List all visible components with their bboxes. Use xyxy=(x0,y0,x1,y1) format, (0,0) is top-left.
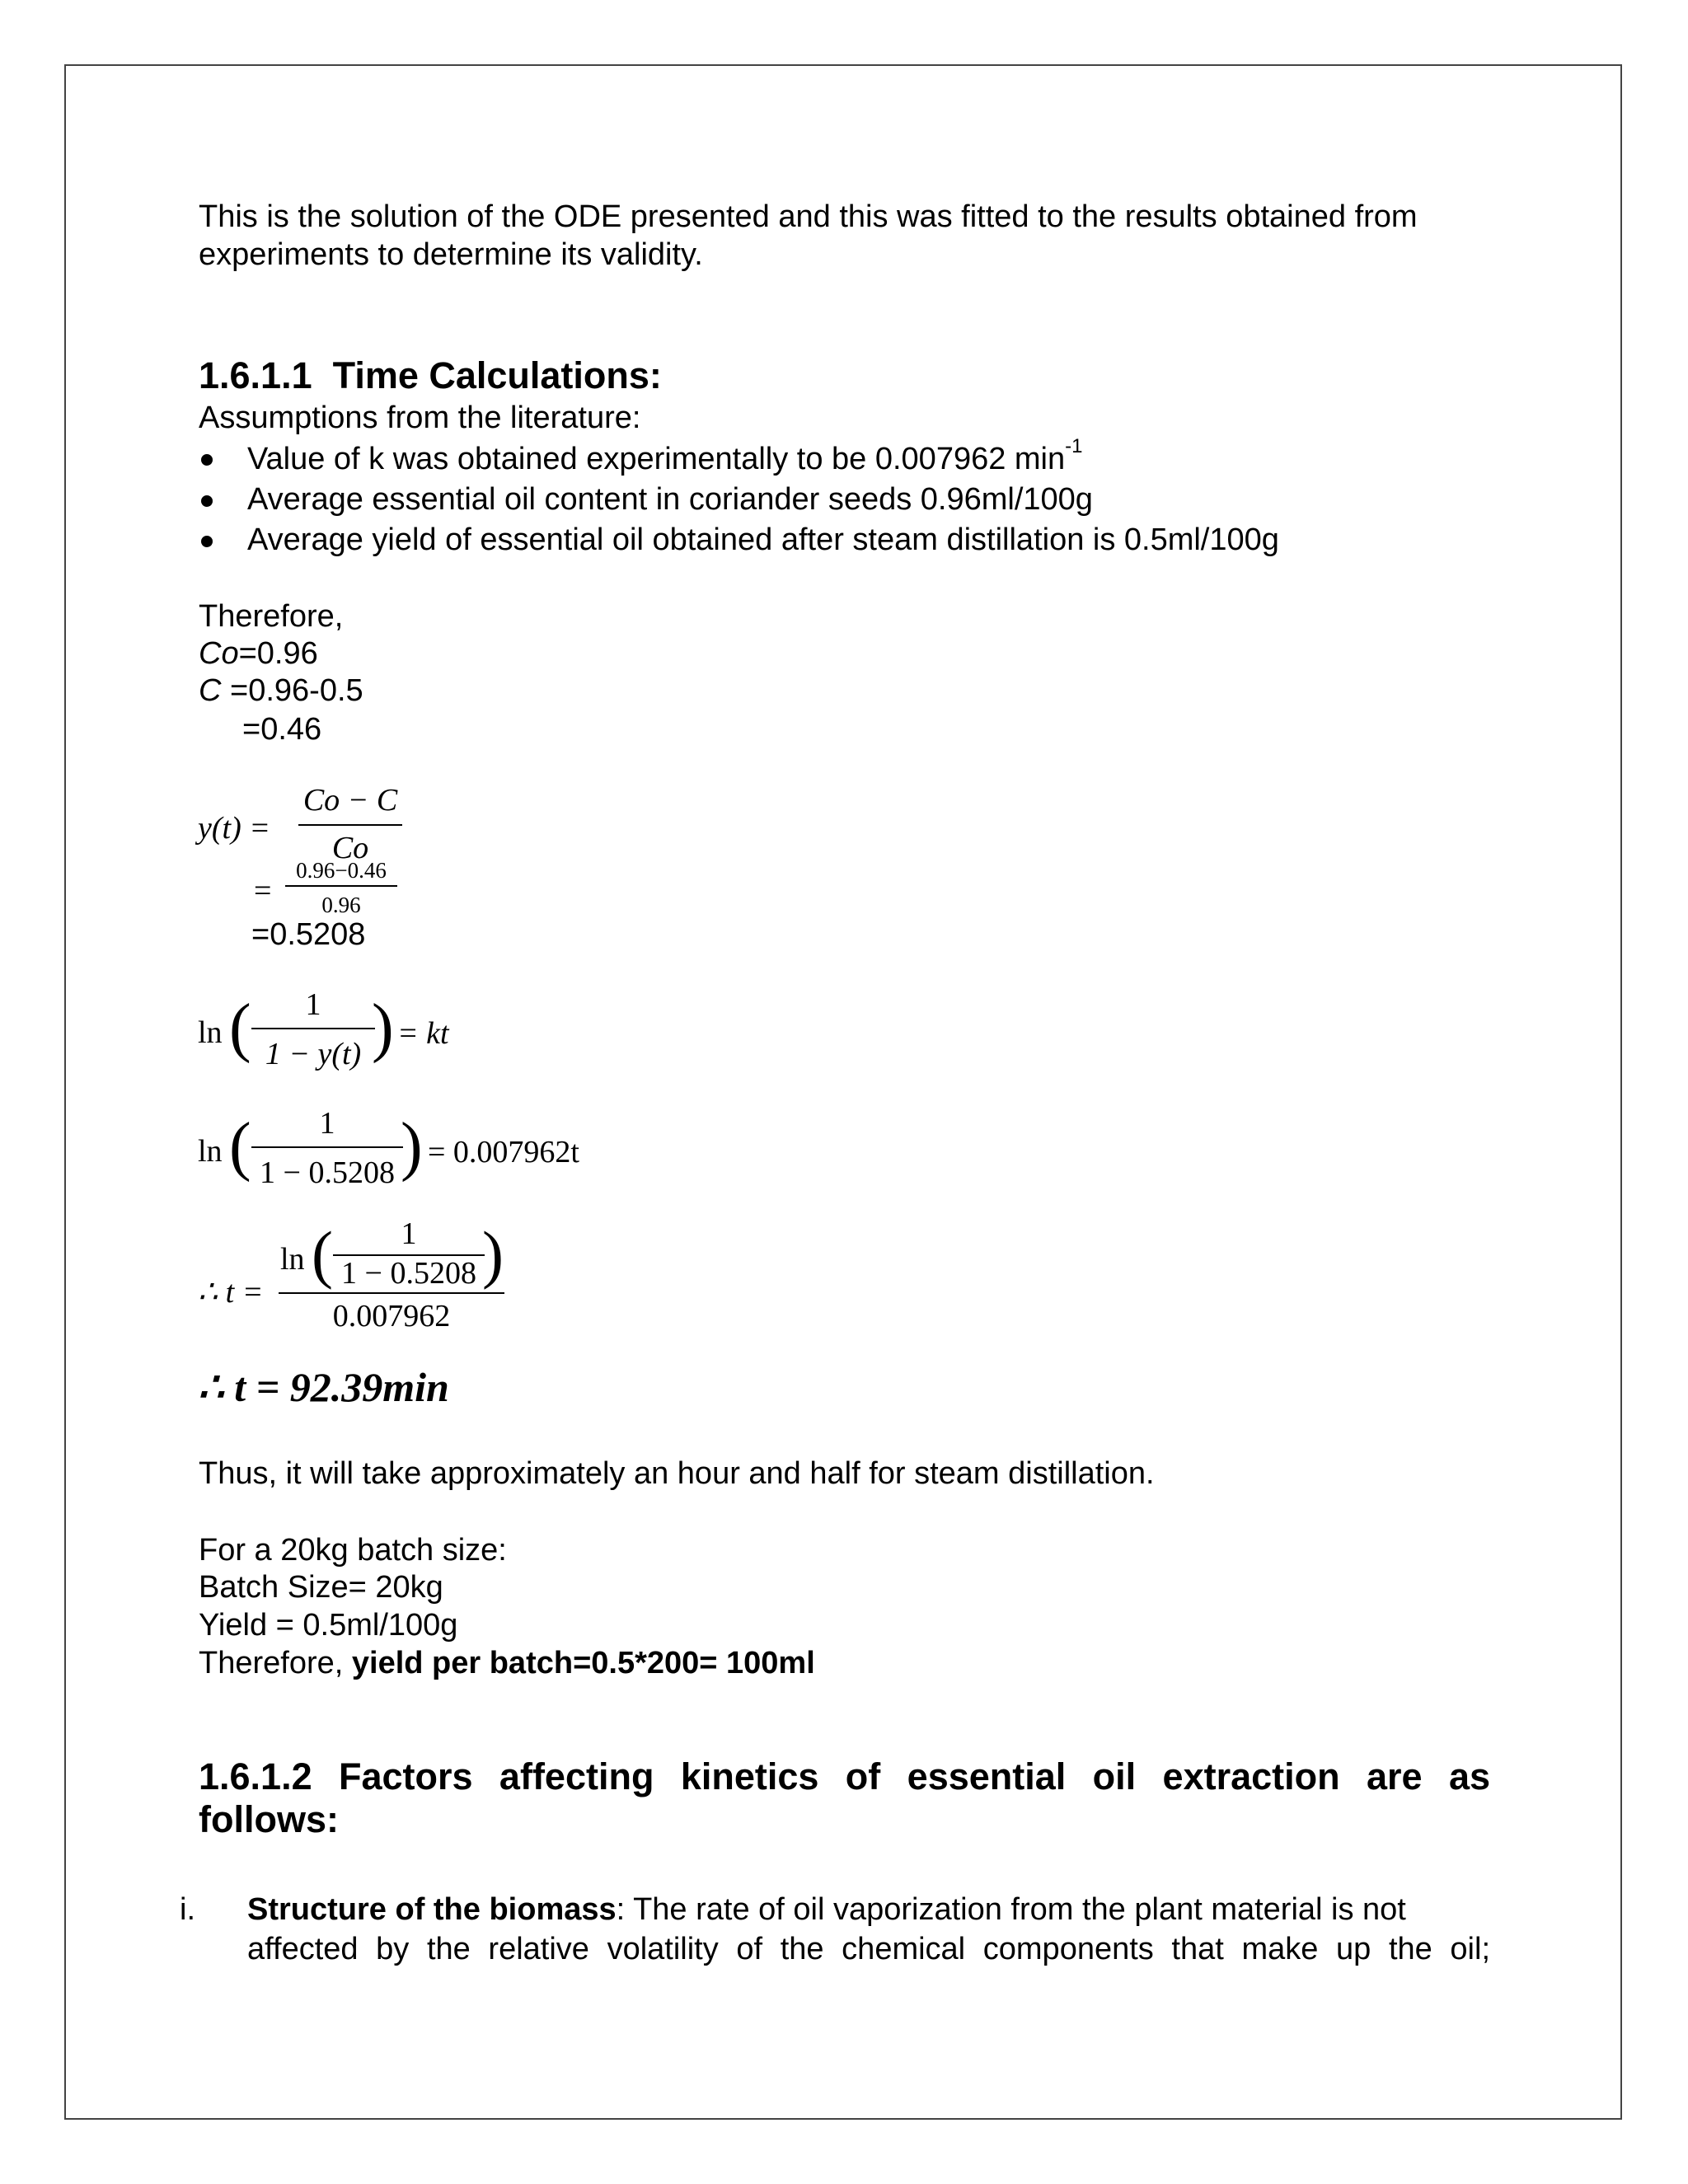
conclusion-text: Thus, it will take approximately an hour and half for steam distillation. xyxy=(199,1456,1155,1491)
substitution-numerator: 0.96−0.46 xyxy=(296,858,387,883)
list-marker: i. xyxy=(180,1892,195,1927)
section-heading-factors-cont: follows: xyxy=(199,1798,339,1840)
denominator-1-minus-y: 1 − y(t) xyxy=(265,1037,362,1071)
rhs-kt: = kt xyxy=(397,1016,449,1051)
c-line: C =0.96-0.5 xyxy=(199,673,363,708)
inner-denominator: 1 − 0.5208 xyxy=(341,1256,476,1291)
bullet-icon xyxy=(201,536,213,547)
y-result: =0.5208 xyxy=(251,917,366,952)
left-paren: ( xyxy=(229,991,251,1064)
bullet-icon xyxy=(201,495,213,507)
ln-label: ln xyxy=(280,1242,305,1277)
fraction-bar xyxy=(251,1028,375,1029)
fraction-bar xyxy=(298,824,402,826)
numerator-one: 1 xyxy=(305,987,321,1022)
intro-paragraph: This is the solution of the ODE presented and this was fitted to the results obtained from experiments to determine its validity. xyxy=(199,199,1418,272)
c-value: =0.46 xyxy=(242,712,322,747)
batch-yield-line: Therefore, yield per batch=0.5*200= 100ml xyxy=(199,1646,815,1680)
section-title: Time Calculations: xyxy=(332,354,662,396)
fraction-bar xyxy=(285,885,397,887)
outer-denominator: 0.007962 xyxy=(332,1299,451,1333)
bullet-item: Average essential oil content in coriander seeds 0.96ml/100g xyxy=(247,482,1093,517)
factor-item-line: Structure of the biomass: The rate of oil vaporization from the plant material is not xyxy=(247,1892,1406,1927)
ln-label: ln xyxy=(198,1015,223,1050)
bullet-item: Value of k was obtained experimentally to be 0.007962 $\min^{-1}$ xyxy=(247,435,1083,476)
right-paren: ) xyxy=(401,1110,423,1183)
factor-item-line: affected by the relative volatility of the chemical components that make up the oil; xyxy=(247,1932,1490,1966)
y-denominator: Co xyxy=(331,831,369,865)
section-number: 1.6.1.1 xyxy=(199,354,312,396)
equals-sign: = xyxy=(254,874,272,908)
ln-label: ln xyxy=(198,1134,223,1169)
right-paren: ) xyxy=(372,991,394,1064)
therefore-t-lhs: ∴ t = xyxy=(198,1275,264,1310)
batch-line: For a 20kg batch size: xyxy=(199,1533,507,1568)
batch-line: Batch Size= 20kg xyxy=(199,1570,443,1605)
fraction-bar xyxy=(279,1292,504,1294)
assumptions-label: Assumptions from the literature: xyxy=(199,401,641,435)
fraction-bar xyxy=(251,1146,403,1148)
left-paren: ( xyxy=(312,1218,333,1290)
final-result: ∴ t = 92.39min xyxy=(198,1364,449,1410)
section-heading-time-calculations xyxy=(199,354,662,397)
y-lhs: y(t) = xyxy=(198,811,270,846)
substitution-denominator: 0.96 xyxy=(321,893,361,917)
bullet-item: Average yield of essential oil obtained after steam distillation is 0.5ml/100g xyxy=(247,523,1279,557)
bullet-icon xyxy=(201,454,213,466)
therefore-label: Therefore, xyxy=(199,599,344,634)
rhs-numeric: = 0.007962t xyxy=(428,1135,579,1169)
numerator-one: 1 xyxy=(319,1106,335,1141)
section-heading-factors: 1.6.1.2 Factors affecting kinetics of essential oil extraction are as xyxy=(199,1755,1490,1797)
y-numerator: Co − C xyxy=(302,783,398,818)
numerator-one: 1 xyxy=(401,1216,417,1251)
batch-line: Yield = 0.5ml/100g xyxy=(199,1608,458,1643)
denominator-numeric: 1 − 0.5208 xyxy=(260,1155,395,1190)
left-paren: ( xyxy=(229,1110,251,1183)
co-line: Co=0.96 xyxy=(199,636,318,671)
right-paren: ) xyxy=(482,1218,504,1290)
